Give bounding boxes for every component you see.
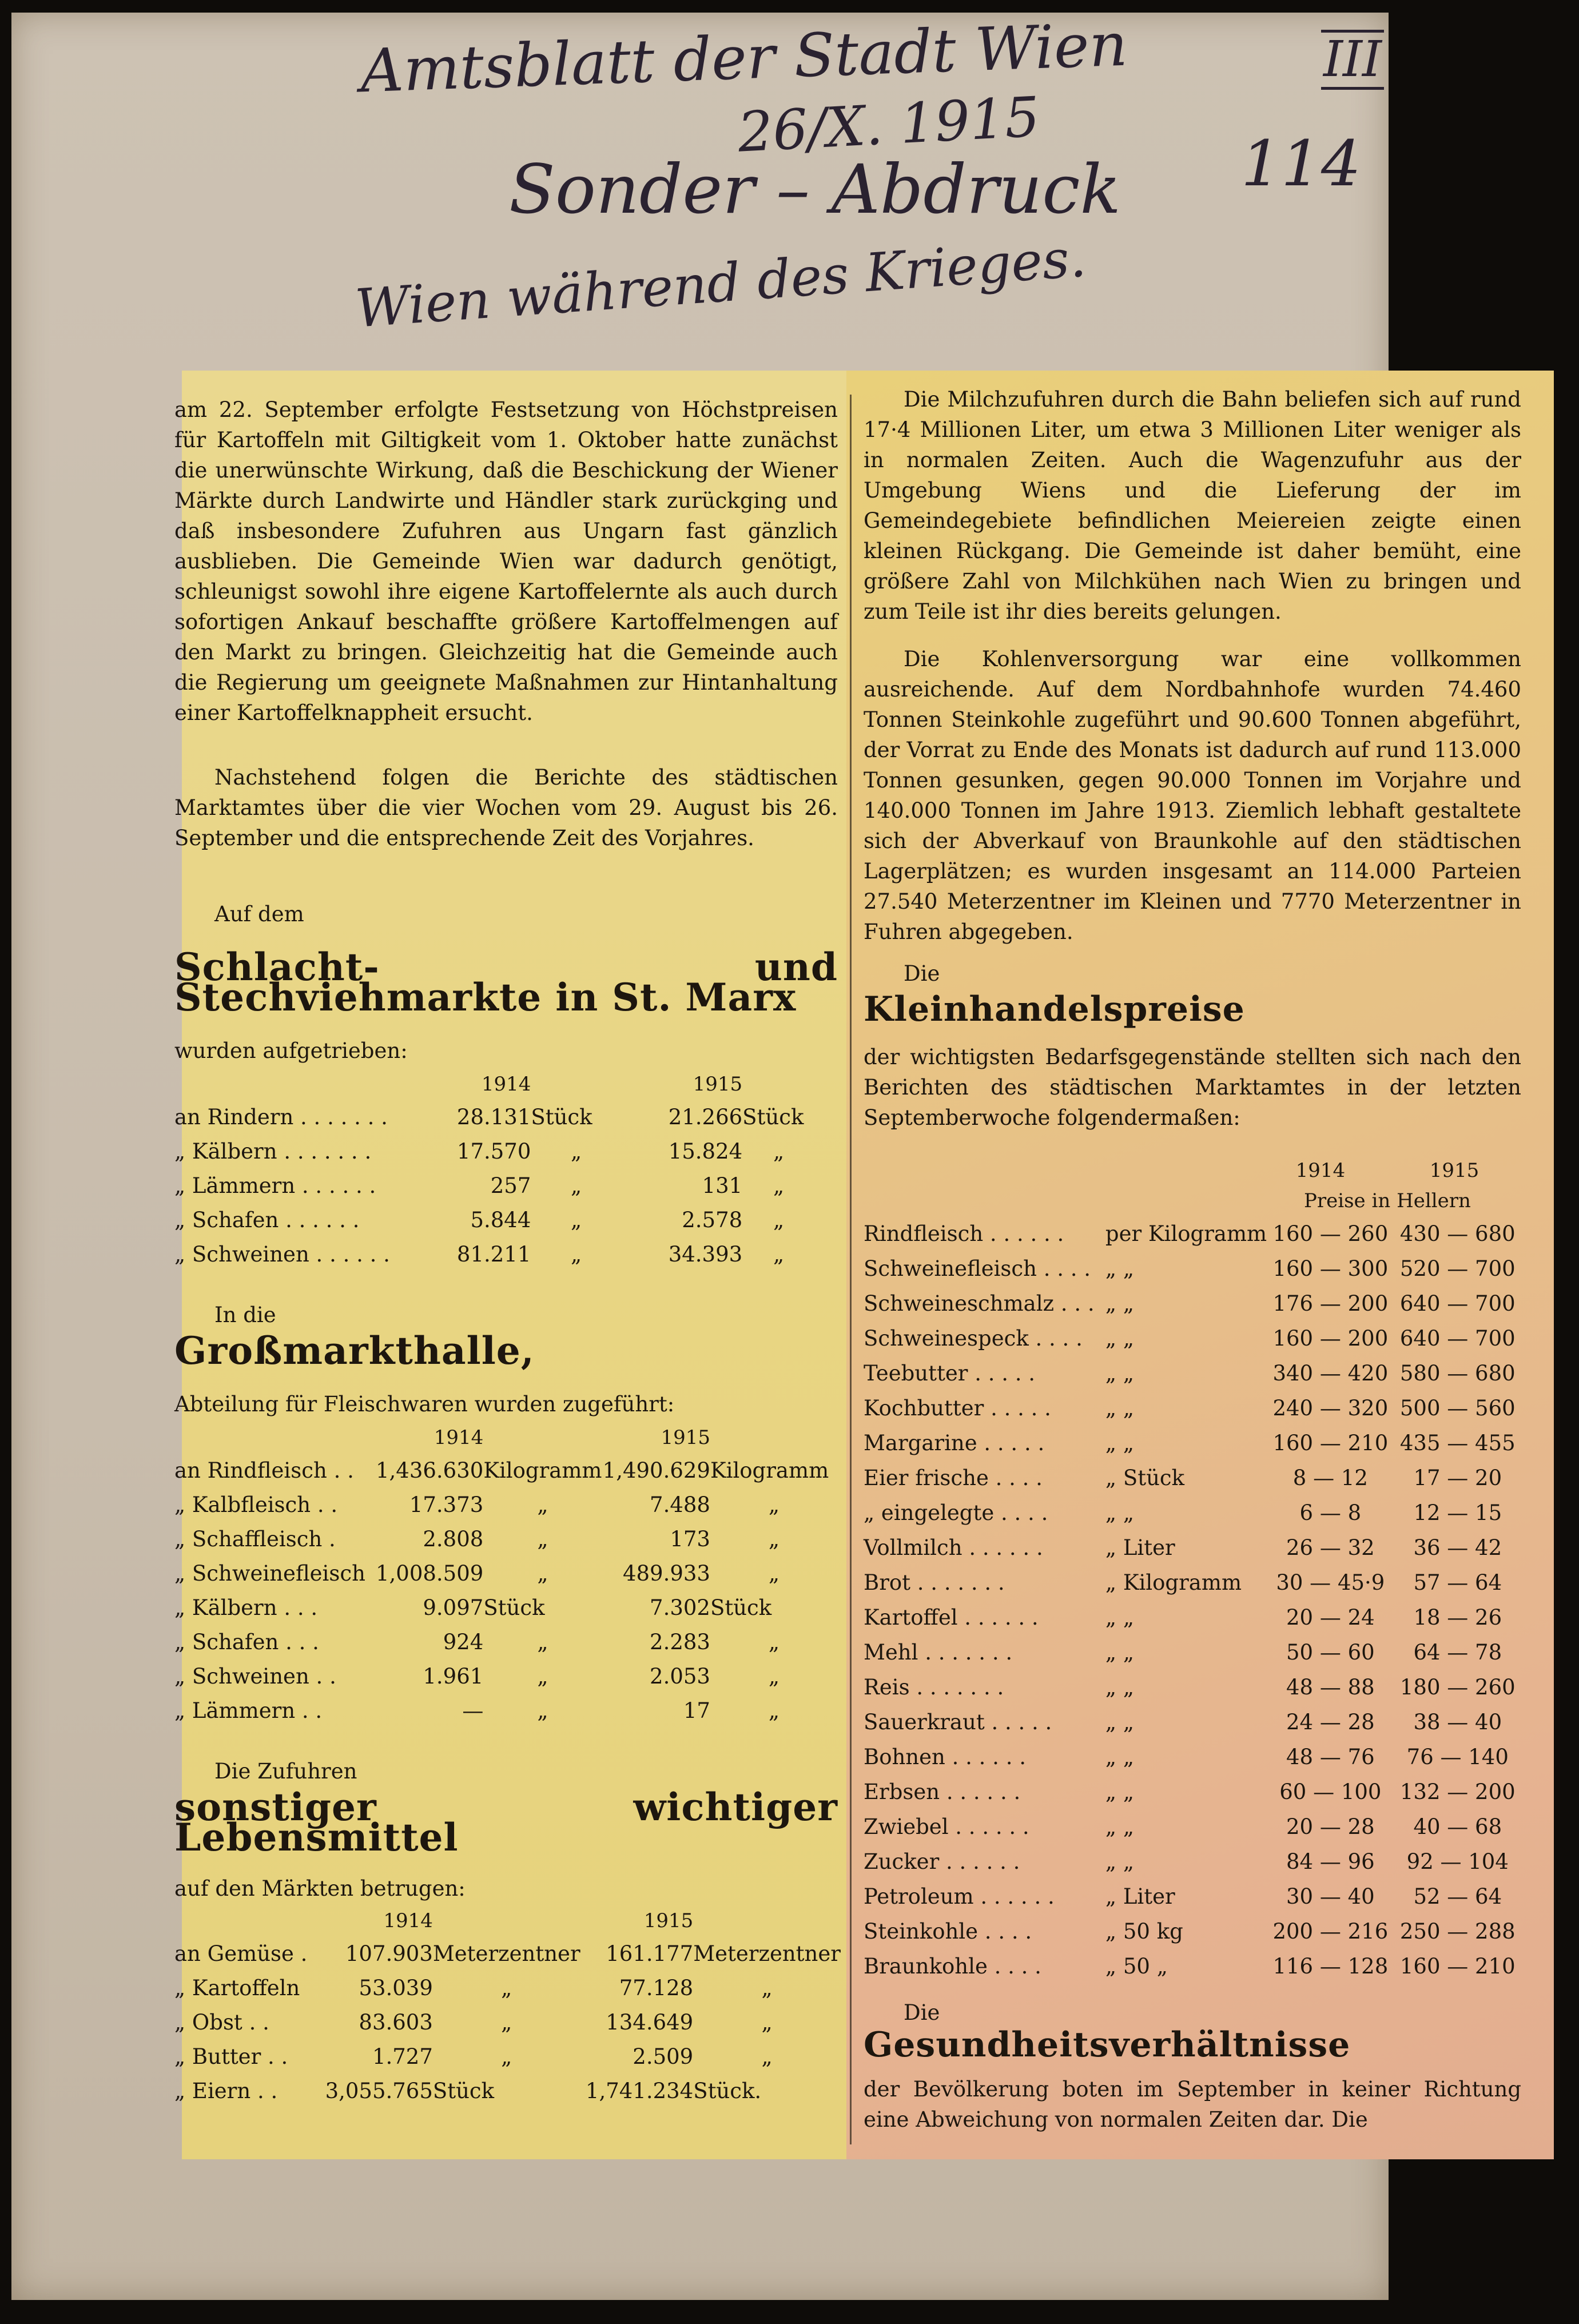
price-p1914: 6 — 8 — [1299, 1501, 1362, 1525]
price-item: Eier frische . . . . — [864, 1466, 1043, 1490]
handwritten-date: 26/X. 1915 — [736, 85, 1041, 165]
price-p1915: 12 — 15 — [1413, 1501, 1502, 1525]
price-unit: „ Liter — [1105, 1535, 1175, 1560]
table-row: „ Eiern . . 3,055.765 Stück 1,741.234 Stück. — [174, 2078, 762, 2103]
year-1915: 1915 — [693, 1073, 743, 1096]
table-row — [864, 1565, 1521, 1600]
price-p1914: 30 — 40 — [1286, 1884, 1375, 1909]
price-p1914: 8 — 12 — [1292, 1466, 1368, 1490]
price-p1914: 84 — 96 — [1286, 1849, 1375, 1874]
price-p1915: 580 — 680 — [1399, 1361, 1516, 1386]
year-header-row: 1914 1915 — [433, 1426, 710, 1449]
table-row: „ Lämmern . . — „ 17 „ — [174, 1698, 780, 1723]
price-p1914: 24 — 28 — [1286, 1710, 1375, 1734]
subheading-bedarfsgegenstaende: der wichtigsten Bedarfsgegenstände stellten sich nach den Berichten des städtischen Marktamtes in der letzten Septemberwoche folgendermaßen: — [864, 1045, 1521, 1130]
right-column — [864, 384, 1521, 2135]
price-unit: „ Liter — [1105, 1884, 1175, 1909]
price-unit: „ 50 „ — [1105, 1954, 1168, 1979]
price-item: Erbsen . . . . . . — [864, 1780, 1021, 1804]
year-1914: 1914 — [481, 1073, 531, 1096]
price-item: Petroleum . . . . . . — [864, 1884, 1055, 1909]
price-unit: „ „ — [1105, 1361, 1135, 1386]
price-p1915: 430 — 680 — [1399, 1221, 1516, 1246]
price-item: Margarine . . . . . — [864, 1431, 1045, 1455]
price-p1915: 500 — 560 — [1399, 1396, 1516, 1420]
milk-paragraph: Die Milchzufuhren durch die Bahn beliefen sich auf rund 17·4 Millionen Liter, um etwa 3 Millionen Liter weniger als in normalen Zeiten. Auch die Wagenzufuhr aus der Umgebung Wiens und die Lieferung der im Gemeindegebiete befindlichen Meiereien zeigte einen kleinen Rückgang. Die Gemeinde ist daher bemüht, eine größere Zahl von Milchkühen nach Wien zu bringen und zum Teile ist ihr dies bereits gelungen. — [864, 387, 1521, 624]
price-p1915: 38 — 40 — [1413, 1710, 1502, 1734]
die-zufuhren-label: Die Zufuhren — [214, 1759, 357, 1784]
price-unit: „ „ — [1105, 1780, 1135, 1804]
table-row — [864, 1949, 1521, 1984]
price-item: Zucker . . . . . . — [864, 1849, 1020, 1874]
price-p1914: 48 — 76 — [1286, 1745, 1375, 1769]
table-row — [864, 1740, 1521, 1774]
price-item: Teebutter . . . . . — [864, 1361, 1036, 1386]
table-row — [864, 1879, 1521, 1914]
table-row — [864, 1635, 1521, 1670]
price-item: Rindfleisch . . . . . . — [864, 1221, 1064, 1246]
table-row — [864, 1321, 1521, 1356]
price-p1914: 30 — 45·9 — [1276, 1570, 1385, 1595]
price-p1915: 76 — 140 — [1406, 1745, 1509, 1769]
table-row: „ Kälbern . . . . . . . 17.570 „ 15.824 „ — [174, 1139, 785, 1164]
table-row — [864, 1286, 1521, 1321]
table-row — [864, 1670, 1521, 1705]
handwritten-subject: Wien während des Krieges. — [353, 227, 1088, 340]
table-row — [864, 1844, 1521, 1879]
price-unit: „ „ — [1105, 1501, 1135, 1525]
price-item: Schweineschmalz . . . — [864, 1291, 1095, 1316]
table-row: „ Schaffleisch . 2.808 „ 173 „ — [174, 1526, 780, 1551]
meat-table — [174, 1423, 838, 1728]
price-item: Vollmilch . . . . . . — [864, 1535, 1043, 1560]
price-unit: „ Kilogramm — [1105, 1570, 1242, 1595]
price-p1914: 116 — 128 — [1272, 1954, 1389, 1979]
year-header-row: 1914 1915 — [383, 1909, 694, 1932]
price-p1915: 640 — 700 — [1399, 1326, 1516, 1351]
price-item: Schweinefleisch . . . . — [864, 1256, 1091, 1281]
table-row — [864, 1356, 1521, 1391]
heading-grossmarkthalle: Großmarkthalle, — [174, 1328, 535, 1373]
table-row — [864, 1914, 1521, 1949]
price-p1915: 132 — 200 — [1399, 1780, 1516, 1804]
table-row: „ Kalbfleisch . . 17.373 „ 7.488 „ — [174, 1492, 780, 1517]
heading-kleinhandelspreise: Kleinhandelspreise — [864, 989, 1245, 1029]
price-unit: „ „ — [1105, 1710, 1135, 1734]
price-p1915: 435 — 455 — [1399, 1431, 1516, 1455]
price-unit: „ „ — [1105, 1256, 1135, 1281]
price-item: Bohnen . . . . . . — [864, 1745, 1026, 1769]
table-row: „ Butter . . 1.727 „ 2.509 „ — [174, 2044, 773, 2069]
table-row: „ Schweinen . . . . . . 81.211 „ 34.393 „ — [174, 1241, 785, 1267]
price-p1914: 160 — 210 — [1272, 1431, 1389, 1455]
price-p1914: 340 — 420 — [1272, 1361, 1389, 1386]
price-p1914: 160 — 300 — [1272, 1256, 1389, 1281]
price-p1914: 48 — 88 — [1286, 1675, 1375, 1700]
table-row: „ Schweinen . . 1.961 „ 2.053 „ — [174, 1664, 780, 1689]
price-item: Kartoffel . . . . . . — [864, 1605, 1039, 1630]
price-p1915: 36 — 42 — [1413, 1535, 1502, 1560]
price-p1914: 240 — 320 — [1272, 1396, 1389, 1420]
die-label-2: Die — [904, 2000, 940, 2025]
price-unit-row — [864, 1186, 1521, 1216]
table-row: an Rindern . . . . . . . 28.131 Stück 21.266 Stück — [174, 1104, 804, 1129]
table-row: „ Obst . . 83.603 „ 134.649 „ — [174, 2009, 773, 2035]
price-unit: „ 50 kg — [1105, 1919, 1183, 1944]
prices-table — [864, 1156, 1521, 1216]
table-row — [864, 1216, 1521, 1251]
preise-in-hellern: Preise in Hellern — [1303, 1189, 1471, 1212]
price-p1914: 176 — 200 — [1272, 1291, 1389, 1316]
archive-mark: III — [1321, 30, 1384, 90]
price-p1915: 18 — 26 — [1413, 1605, 1502, 1630]
die-label: Die — [904, 961, 940, 986]
price-p1914: 20 — 24 — [1286, 1605, 1375, 1630]
price-unit: „ „ — [1105, 1326, 1135, 1351]
price-p1915: 160 — 210 — [1399, 1954, 1516, 1979]
price-p1915: 64 — 78 — [1413, 1640, 1502, 1665]
price-item: „ eingelegte . . . . — [864, 1501, 1048, 1525]
table-row — [864, 1530, 1521, 1565]
price-p1914: 160 — 260 — [1272, 1221, 1389, 1246]
table-row: „ Kartoffeln 53.039 „ 77.128 „ — [174, 1975, 773, 2000]
handwritten-sonder-abdruck: Sonder – Abdruck — [509, 150, 1121, 229]
price-unit: „ „ — [1105, 1675, 1135, 1700]
price-item: Braunkohle . . . . — [864, 1954, 1041, 1979]
price-unit: „ „ — [1105, 1640, 1135, 1665]
price-p1914: 20 — 28 — [1286, 1814, 1375, 1839]
table-row — [864, 1705, 1521, 1740]
left-column — [174, 395, 841, 2108]
heading-gesundheitsverhaeltnisse: Gesundheitsverhältnisse — [864, 2025, 1351, 2065]
price-unit: „ „ — [1105, 1431, 1135, 1455]
price-p1914: 26 — 32 — [1286, 1535, 1375, 1560]
table-row — [864, 1426, 1521, 1461]
price-p1915: 250 — 288 — [1399, 1919, 1516, 1944]
table-row: an Rindfleisch . . 1,436.630 Kilogramm 1,490.629 Kilogramm — [174, 1458, 829, 1483]
price-p1914: 50 — 60 — [1286, 1640, 1375, 1665]
price-item: Brot . . . . . . . — [864, 1570, 1005, 1595]
intro-paragraph: am 22. September erfolgte Festsetzung von Höchstpreisen für Kartoffeln mit Giltigkeit vom 1. Oktober hatte zunächst die unerwünschte Wirkung, daß die Beschickung der Wiener Märkte durch Landwirte und Händler stark zurückging und daß insbesondere Zufuhren aus Ungarn fast gänzlich ausblieben. Die Gemeinde Wien war dadurch genötigt, schleunigst sowohl ihre eigene Kartoffelernte als auch durch sofortigen Ankauf beschaffte größere Kartoffelmengen auf den Markt zu bringen. Gleichzeitig hat die Gemeinde auch die Regierung um geeignete Maßnahmen zur Hintanhaltung einer Kartoffelknappheit ersucht. — [174, 397, 838, 725]
livestock-table — [174, 1069, 815, 1271]
price-unit: „ „ — [1105, 1849, 1135, 1874]
price-item: Mehl . . . . . . . — [864, 1640, 1013, 1665]
price-p1915: 640 — 700 — [1399, 1291, 1516, 1316]
table-row — [864, 1461, 1521, 1495]
table-row — [864, 1391, 1521, 1426]
price-p1915: 17 — 20 — [1413, 1466, 1502, 1490]
reports-paragraph: Nachstehend folgen die Berichte des städtischen Marktamtes über die vier Wochen vom 29. August bis 26. September und die entsprechende Zeit des Vorjahres. — [174, 765, 838, 850]
price-unit: per Kilogramm — [1105, 1221, 1267, 1246]
year-header-row — [174, 1069, 815, 1100]
handwritten-title: Amtsblatt der Stadt Wien — [359, 9, 1129, 106]
subheading-aufgetrieben: wurden aufgetrieben: — [174, 1038, 408, 1063]
price-item: Sauerkraut . . . . . — [864, 1710, 1052, 1734]
table-row — [864, 1774, 1521, 1809]
price-unit: „ „ — [1105, 1745, 1135, 1769]
table-row: an Gemüse . 107.903 Meterzentner 161.177 Meterzentner — [174, 1941, 841, 1966]
coal-paragraph: Die Kohlenversorgung war eine vollkommen ausreichende. Auf dem Nordbahnhofe wurden 74.460 Tonnen Steinkohle zugeführt und 90.600 Tonnen abgeführt, der Vorrat zu Ende des Monats ist dadurch auf rund 113.000 Tonnen gesunken, gegen 90.000 Tonnen im Vorjahre und 140.000 Tonnen im Jahre 1913. Ziemlich lebhaft gestaltete sich der Abverkauf von Braunkohle auf den städtischen Lagerplätzen; es wurden insgesamt an 114.000 Parteien 27.540 Meterzentner im Kleinen und 7770 Meterzentner in Fuhren abgegeben. — [864, 647, 1521, 944]
price-unit: „ „ — [1105, 1291, 1135, 1316]
column-divider — [850, 395, 852, 2144]
prices-table-body — [864, 1216, 1521, 1984]
price-unit: „ „ — [1105, 1605, 1135, 1630]
in-die-label: In die — [214, 1303, 276, 1327]
price-year-1914: 1914 — [1295, 1159, 1346, 1182]
price-unit: „ „ — [1105, 1814, 1135, 1839]
price-p1914: 60 — 100 — [1279, 1780, 1382, 1804]
subheading-fleischwaren: Abteilung für Fleischwaren wurden zugeführt: — [174, 1392, 675, 1416]
table-row: „ Schafen . . . . . . 5.844 „ 2.578 „ — [174, 1207, 785, 1232]
handwritten-page-number: 114 — [1241, 127, 1361, 200]
table-row — [864, 1495, 1521, 1530]
price-item: Reis . . . . . . . — [864, 1675, 1004, 1700]
year-header-row — [864, 1156, 1521, 1186]
table-row: „ Lämmern . . . . . . 257 „ 131 „ — [174, 1173, 785, 1198]
auf-dem-label: Auf dem — [214, 902, 304, 926]
price-year-1915: 1915 — [1429, 1159, 1479, 1182]
price-unit: „ „ — [1105, 1396, 1135, 1420]
price-p1914: 160 — 200 — [1272, 1326, 1389, 1351]
table-row: „ Schweinefleisch 1,008.509 „ 489.933 „ — [174, 1561, 780, 1586]
heading-lebensmittel: sonstiger wichtiger Lebensmittel — [174, 1785, 838, 1860]
price-p1915: 520 — 700 — [1399, 1256, 1516, 1281]
price-p1915: 57 — 64 — [1413, 1570, 1502, 1595]
table-row — [864, 1251, 1521, 1286]
table-row — [864, 1600, 1521, 1635]
price-item: Zwiebel . . . . . . — [864, 1814, 1029, 1839]
table-row: „ Schafen . . . 924 „ 2.283 „ — [174, 1629, 780, 1654]
price-item: Kochbutter . . . . . — [864, 1396, 1051, 1420]
price-item: Schweinespeck . . . . — [864, 1326, 1083, 1351]
price-unit: „ Stück — [1105, 1466, 1185, 1490]
price-p1915: 52 — 64 — [1413, 1884, 1502, 1909]
price-p1915: 92 — 104 — [1406, 1849, 1509, 1874]
price-p1914: 200 — 216 — [1272, 1919, 1389, 1944]
price-p1915: 180 — 260 — [1399, 1675, 1516, 1700]
food-table — [174, 1906, 841, 2108]
table-row — [864, 1809, 1521, 1844]
table-row: „ Kälbern . . . 9.097 Stück 7.302 Stück — [174, 1595, 772, 1620]
health-paragraph: der Bevölkerung boten im September in keiner Richtung eine Abweichung von normalen Zeiten dar. Die — [864, 2077, 1521, 2132]
subheading-maerkte: auf den Märkten betrugen: — [174, 1876, 466, 1901]
price-p1915: 40 — 68 — [1413, 1814, 1502, 1839]
heading-schlachtviehmarkt: Schlacht- und Stechviehmarkte in St. Marx — [174, 945, 838, 1020]
price-item: Steinkohle . . . . — [864, 1919, 1032, 1944]
